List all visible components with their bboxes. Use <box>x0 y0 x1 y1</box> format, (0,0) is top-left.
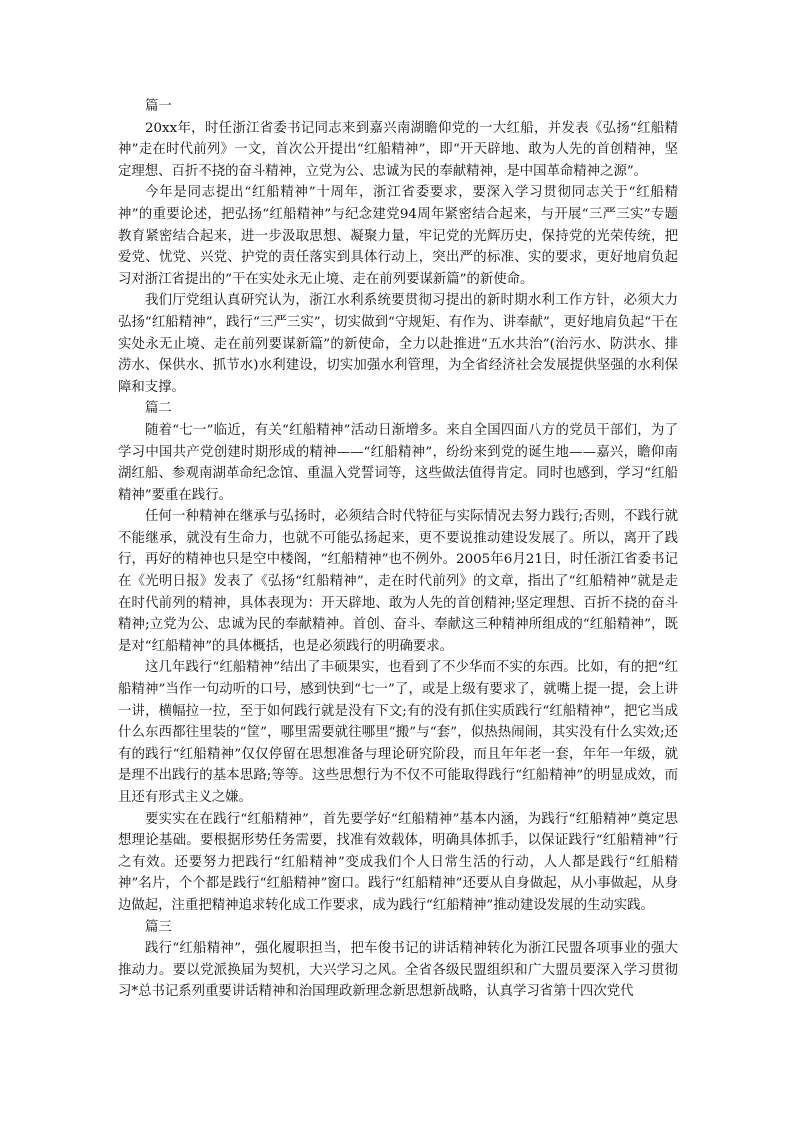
section-heading: 篇一 <box>145 99 172 114</box>
paragraph: 今年是同志提出“红船精神”十周年，浙江省委要求，要深入学习贯彻同志关于“红船精神”的重要论述，把弘扬“红船精神”与纪念建党94周年紧密结合起来，与开展“三严三实”专题教育紧密结合起来，进一步汲取思想、凝聚力量，牢记党的光辉历史，保持党的光荣传统，把爱党、忧党、兴党、护党的责任落实到具体行动上，突出严的标准、实的要求，更好地肩负起习对浙江省提出的“干在实处永无止境、走在前列要谋新篇”的新使命。 <box>118 185 678 287</box>
document-body <box>118 96 678 1003</box>
paragraph: 这几年践行“红船精神”结出了丰硕果实，也看到了不少华而不实的东西。比如，有的把“红船精神”当作一句动听的口号，感到快到“七一”了，或是上级有要求了，就嘴上提一提，会上讲一讲，横幅拉一拉，至于如何践行就是没有下文;有的没有抓住实质践行“红船精神”，把它当成什么东西都往里装的“筐”，哪里需要就往哪里“搬”与“套”，似热热闹闹，其实没有什么实效;还有的践行“红船精神”仅仅停留在思想准备与理论研究阶段，而且年年老一套，年年一年级，就是理不出践行的基本思路;等等。这些思想行为不仅不可能取得践行“红船精神”的明显成效，而且还有形式主义之嫌。 <box>118 660 678 805</box>
paragraph: 任何一种精神在继承与弘扬时，必须结合时代特征与实际情况去努力践行;否则，不践行就不能继承，就没有生命力，也就不可能弘扬起来，更不要说推动建设发展了。所以，离开了践行，再好的精神也只是空中楼阁，“红船精神”也不例外。2005年6月21日，时任浙江省委书记在《光明日报》发表了《弘扬“红船精神”，走在时代前列》的文章，指出了“红船精神”就是走在时代前列的精神，具体表现为：开天辟地、敢为人先的首创精神;坚定理想、百折不挠的奋斗精神;立党为公、忠诚为民的奉献精神。首创、奋斗、奉献这三种精神所组成的“红船精神”，既是对“红船精神”的具体概括，也是必须践行的明确要求。 <box>118 509 678 654</box>
paragraph: 践行“红船精神”，强化履职担当，把车俊书记的讲话精神转化为浙江民盟各项事业的强大推动力。要以党派换届为契机，大兴学习之风。全省各级民盟组织和广大盟员要深入学习贯彻习*总书记系列重要讲话精神和治国理政新理念新思想新战略，认真学习省第十四次党代 <box>118 941 678 1000</box>
paragraph: 要实实在在践行“红船精神”，首先要学好“红船精神”基本内涵，为践行“红船精神”奠定思想理论基础。要根据形势任务需要，找准有效载体，明确具体抓手，以保证践行“红船精神”行之有效。还要努力把践行“红船精神”变成我们个人日常生活的行动，人人都是践行“红船精神”名片，个个都是践行“红船精神”窗口。践行“红船精神”还要从自身做起，从小事做起，从身边做起，注重把精神追求转化成工作要求，成为践行“红船精神”推动建设发展的生动实践。 <box>118 811 678 913</box>
paragraph: 我们厅党组认真研究认为，浙江水利系统要贯彻习提出的新时期水利工作方针，必须大力弘扬“红船精神”，践行“三严三实”，切实做到“守规矩、有作为、讲奉献”，更好地肩负起“干在实处永无止境、走在前列要谋新篇”的新使命，全力以赴推进“五水共治”(治污水、防洪水、排涝水、保供水、抓节水)水利建设，切实加强水利管理，为全省经济社会发展提供坚强的水利保障和支撑。 <box>118 293 678 395</box>
section-heading: 篇三 <box>145 919 172 935</box>
paragraph: 20xx年，时任浙江省委书记同志来到嘉兴南湖瞻仰党的一大红船，并发表《弘扬“红船精神”走在时代前列》一文，首次公开提出“红船精神”，即“开天辟地、敢为人先的首创精神，坚定理想、百折不挠的奋斗精神，立党为公、忠诚为民的奉献精神，是中国革命精神之源”。 <box>118 120 678 179</box>
paragraph: 随着“七一”临近，有关“红船精神”活动日渐增多。来自全国四面八方的党员干部们，为了学习中国共产党创建时期形成的精神——“红船精神”，纷纷来到党的诞生地——嘉兴，瞻仰南湖红船、参观南湖革命纪念馆、重温入党誓词等，这些做法值得肯定。同时也感到，学习“红船精神”要重在践行。 <box>118 422 678 503</box>
section-heading: 篇二 <box>145 401 172 417</box>
